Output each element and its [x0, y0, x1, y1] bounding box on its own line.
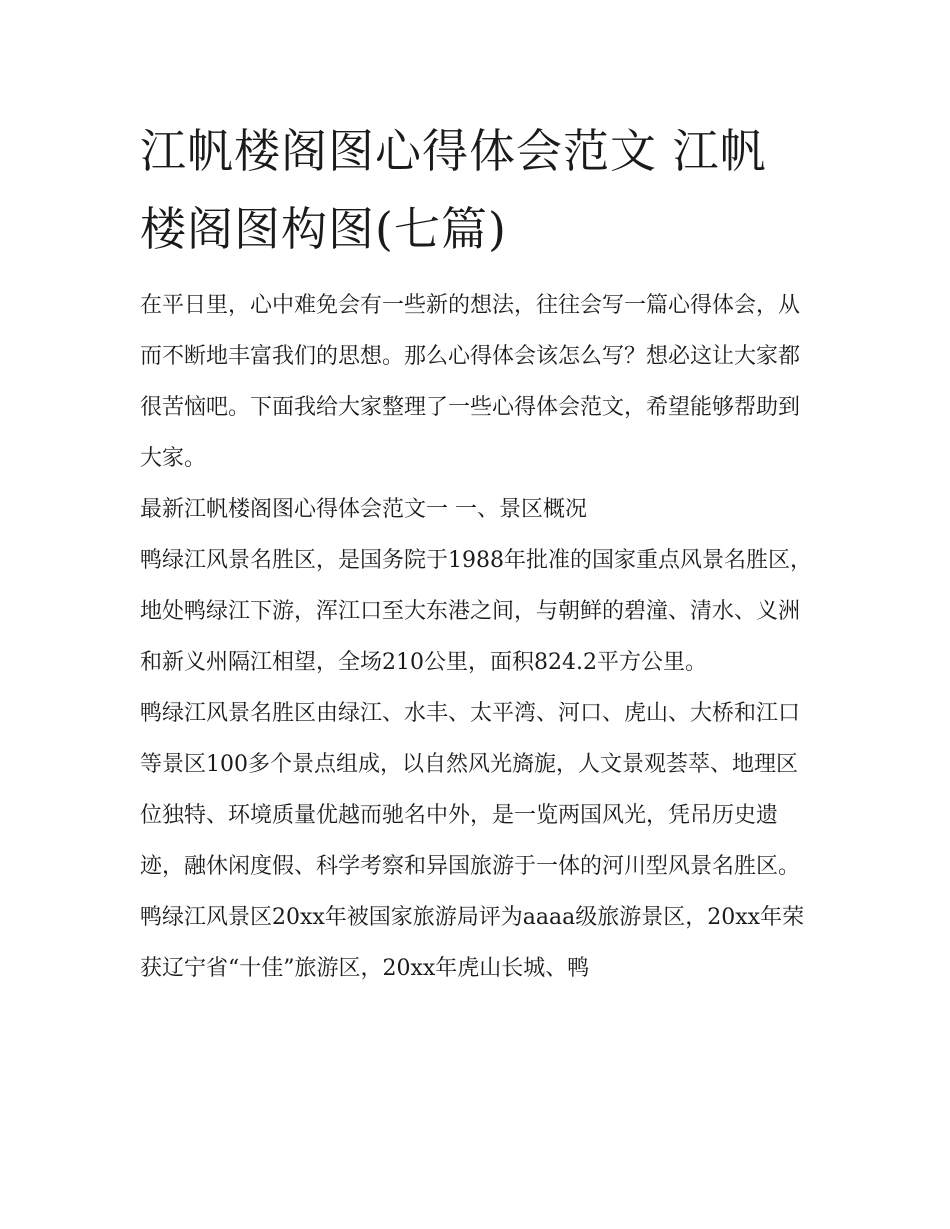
- document-page: [140, 112, 812, 994]
- paragraph-intro: 在平日里，心中难免会有一些新的想法，往往会写一篇心得体会，从而不断地丰富我们的思想。那么心得体会该怎么写？想必这让大家都很苦恼吧。下面我给大家整理了一些心得体会范文，希望能够帮助到大家。: [140, 293, 801, 471]
- paragraph-section-heading: 最新江帆楼阁图心得体会范文一 一、景区概况: [140, 497, 587, 522]
- paragraph-composition: 鸭绿江风景名胜区由绿江、水丰、太平湾、河口、虎山、大桥和江口等景区100多个景点组成，以自然风光旖旎，人文景观荟萃、地理区位独特、环境质量优越而驰名中外，是一览两国风光，凭吊历史遗迹，融休闲度假、科学考察和异国旅游于一体的河川型风景名胜区。: [140, 701, 801, 879]
- paragraph-awards: 鸭绿江风景区20xx年被国家旅游局评为aaaa级旅游景区，20xx年荣获辽宁省“十佳”旅游区，20xx年虎山长城、鸭: [140, 905, 805, 981]
- document-title: 江帆楼阁图心得体会范文 江帆楼阁图构图(七篇): [140, 124, 767, 256]
- paragraph-overview: 鸭绿江风景名胜区，是国务院于1988年批准的国家重点风景名胜区，地处鸭绿江下游，浑江口至大东港之间，与朝鲜的碧潼、清水、义洲和新义州隔江相望，全场210公里，面积824.2平方公里。: [140, 548, 812, 675]
